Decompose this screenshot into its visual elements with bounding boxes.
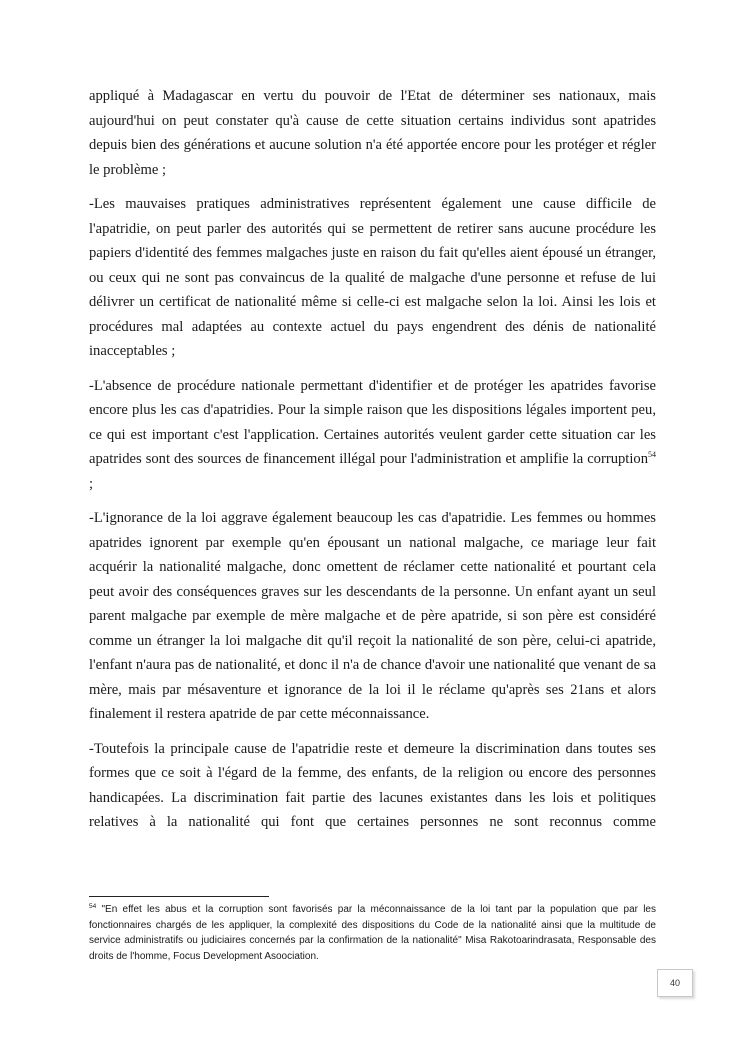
paragraph-nationality-continuation: appliqué à Madagascar en vertu du pouvoir de l'Etat de déterminer ses nationaux, mais aujourd'hui on peut constater qu'à cause de cette situation certains individus sont apatrides depuis bien des générations et aucune solution n'a été apportée encore pour les protéger et régler le problème ; (89, 88, 656, 178)
paragraph-absence-tail: ; (89, 475, 94, 492)
paragraph-discrimination: -Toutefois la principale cause de l'apatridie reste et demeure la discrimination dans toutes ses formes que ce soit à l'égard de la femme, des enfants, de la religion ou encore des personnes handicapées. La discrimination fait partie des lacunes existantes dans les lois et politiques relatives à la nationalité qui font que certaines personnes ne sont reconnus comme (89, 740, 656, 830)
page-number: 40 (669, 978, 680, 988)
paragraph-administrative-practices: -Les mauvaises pratiques administratives représentent également une cause difficile de l'apatridie, on peut parler des autorités qui se permettent de retirer sans aucune procédure les papiers d'identité des femmes malgaches juste en raison du fait qu'elles aient épousé un étranger, ou ceux qui ne sont pas convaincus de la qualité de malgache d'une personne et refuse de lui délivrer un certificat de nationalité même si celle-ci est malgache selon la loi. Ainsi les lois et procédures mal adaptées au contexte actuel du pays engendrent des dénis de nationalité inacceptables ; (89, 196, 656, 359)
paragraph-ignorance-of-law: -L'ignorance de la loi aggrave également beaucoup les cas d'apatridie. Les femmes ou hommes apatrides ignorent par exemple qu'en épousant un national malgache, ce mariage leur fait acquérir la nationalité malgache, donc omettent de réclamer cette nationalité et pourtant cela peut avoir des conséquences graves sur les descendants de la personne. Un enfant ayant un seul parent malgache par exemple de mère malgache et de père apatride, si son père est considéré comme un étranger la loi malgache dit qu'il reçoit la nationalité de son père, celui-ci apatride, l'enfant n'aura pas de nationalité, et donc il n'a de chance d'avoir une nationalité que venant de sa mère, mais par mésaventure et ignorance de la loi il le réclame qu'après ses 21ans et alors finalement il restera apatride de par cette méconnaissance. (89, 510, 656, 722)
page-number-box (657, 969, 693, 997)
paragraph-absence-text: -L'absence de procédure nationale permettant d'identifier et de protéger les apatrides favorise encore plus les cas d'apatridies. Pour la simple raison que les dispositions légales importent peu, ce qui est important c'est l'application. Certaines autorités veulent garder cette situation car les apatrides sont des sources de financement illégal pour l'administration et amplifie la corruption (89, 377, 656, 467)
body-text (89, 84, 656, 835)
footnote-number: 54 (89, 903, 97, 910)
footnote-separator (89, 896, 269, 897)
paragraph-absence-of-procedure (89, 374, 656, 497)
footnote-text: "En effet les abus et la corruption sont favorisés par la méconnaissance de la loi tant par la population que par les fonctionnaires chargés de les appliquer, la complexité des dispositions du Code de la nationalité ainsi que la multitude de service administratifs ou judiciaires concernés par la confirmation de la nationalité" Misa Rakotoarindrasata, Responsable des droits de l'homme, Focus Development Asoociation. (89, 904, 656, 962)
footnote-reference[interactable]: 54 (648, 450, 656, 459)
footnote (89, 902, 656, 964)
